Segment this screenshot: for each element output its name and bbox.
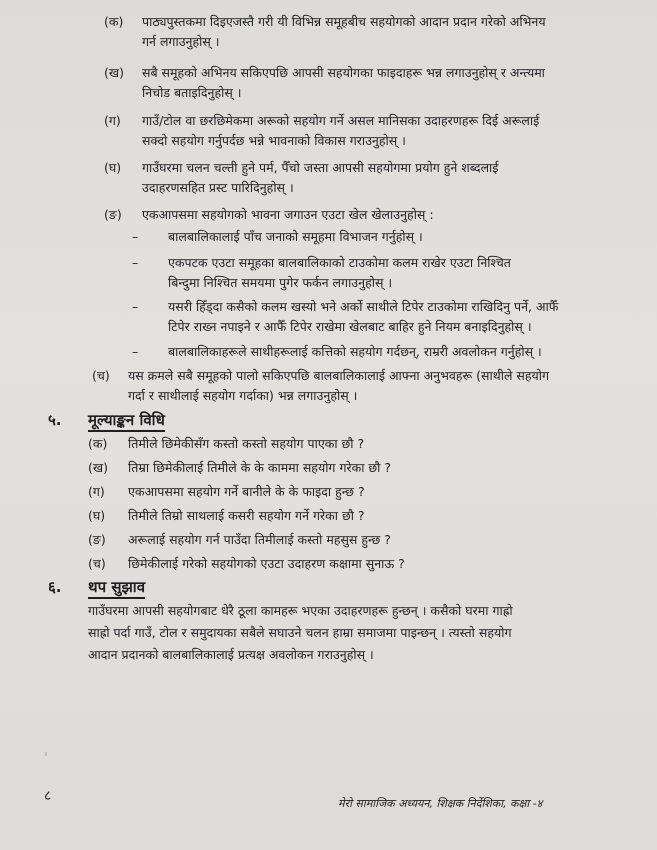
question-marker: (च) (88, 556, 106, 571)
section-title: थप सुझाव (88, 578, 145, 599)
activity-line: गाउँ/टोल वा छरछिमेकमा अरूको सहयोग गर्ने असल मानिसका उदाहरणहरू दिई अरूलाई (142, 113, 540, 128)
suggestion-paragraph (88, 600, 618, 666)
activity-line: यस क्रमले सबै समूहको पालो सकिएपछि बालबालिकालाई आफ्ना अनुभवहरू (साथीले सहयोग (128, 368, 549, 383)
game-step-line: टिपेर राख्न नपाइने र आफैँ टिपेर राखेमा खेलबाट बाहिर हुने नियम बनाइदिनुहोस् । (168, 319, 532, 334)
activity-marker-kha: (ख) (104, 65, 124, 80)
page-number: ८ (44, 788, 52, 804)
dash-bullet: – (132, 229, 139, 244)
activity-ka (142, 12, 612, 52)
section-number: ५. (48, 411, 62, 429)
question-text: एकआपसमा सहयोग गर्ने बानीले के के फाइदा हुन्छ ? (128, 484, 365, 499)
activity-marker-ga: (ग) (104, 113, 121, 128)
question-text: अरूलाई सहयोग गर्न पाउँदा तिमीलाई कस्तो महसुस हुन्छ ? (128, 532, 391, 547)
activity-line: निचोड बताइदिनुहोस् । (142, 85, 242, 100)
paragraph-line: आदान प्रदानको बालबालिकालाई प्रत्यक्ष अवलोकन गराउनुहोस् । (88, 647, 374, 662)
activity-line: गर्दा र साथीलाई सहयोग गर्दाका) भन्न लगाउनुहोस् । (128, 388, 358, 403)
game-step-line: एकपटक एउटा समूहका बालबालिकाको टाउकोमा कलम राखेर एउटा निश्चित (168, 255, 511, 270)
activity-line: उदाहरणसहित प्रस्ट पारिदिनुहोस् । (142, 180, 294, 195)
section-title: मूल्याङ्कन विधि (88, 411, 165, 432)
question-marker: (ङ) (88, 532, 106, 547)
game-step (168, 342, 608, 362)
section-heading-suggestions (48, 577, 145, 597)
activity-line: एकआपसमा सहयोगको भावना जगाउन एउटा खेल खेलाउनुहोस् : (142, 207, 434, 222)
question-text: तिमीले तिम्रो साथलाई कसरी सहयोग गर्ने गरेका छौ ? (128, 508, 365, 523)
activity-ga (142, 111, 612, 151)
activity-nga (142, 205, 612, 225)
question-text: तिम्रा छिमेकीलाई तिमीले के के काममा सहयोग गरेका छौ ? (128, 460, 392, 475)
activity-gha (142, 158, 612, 198)
question-text: तिमीले छिमेकीसँग कस्तो कस्तो सहयोग पाएका छौ ? (128, 436, 365, 451)
question-marker: (क) (88, 436, 108, 451)
activity-marker-cha: (च) (92, 368, 110, 383)
dash-bullet: – (132, 299, 139, 314)
question-marker: (ग) (88, 484, 105, 499)
section-number: ६. (48, 578, 62, 596)
activity-line: पाठ्यपुस्तकमा दिइएजस्तै गरी यी विभिन्न समूहबीच सहयोगको आदान प्रदान गरेको अभिनय (142, 14, 546, 29)
book-title-footer: मेरो सामाजिक अध्ययन, शिक्षक निर्देशिका, कक्षा -४ (338, 797, 543, 810)
question-marker: (ख) (88, 460, 108, 475)
paragraph-line: गाउँघरमा आपसी सहयोगबाट धेरै ठूला कामहरू भएका उदाहरणहरू हुन्छन् । कसैको घरमा गाह्रो (88, 603, 513, 618)
activity-cha (128, 366, 608, 406)
section-heading-evaluation (48, 410, 165, 430)
game-step (168, 227, 608, 247)
dash-bullet: – (132, 255, 139, 270)
activity-line: गाउँघरमा चलन चल्ती हुने पर्म, पैँचो जस्ता आपसी सहयोगमा प्रयोग हुने शब्दलाई (142, 160, 499, 175)
activity-line: गर्न लगाउनुहोस् । (142, 34, 220, 49)
activity-marker-nga: (ङ) (104, 207, 122, 222)
question-text: छिमेकीलाई गरेको सहयोगको एउटा उदाहरण कक्षामा सुनाऊ ? (128, 556, 405, 571)
game-step-line: बालबालिकालाई पाँच जनाको समूहमा विभाजन गर्नुहोस् । (168, 229, 423, 244)
activity-kha (142, 63, 612, 103)
game-step-line: बिन्दुमा निश्चित समयमा पुगेर फर्कन लगाउनुहोस् । (168, 275, 393, 290)
scan-mark: ˌ (44, 742, 48, 758)
paragraph-line: साह्रो पर्दा गाउँ, टोल र समुदायका सबैले सघाउने चलन हाम्रा समाजमा पाइन्छन् । त्यस्तो सहयोग (88, 625, 512, 640)
activity-line: सबै समूहको अभिनय सकिएपछि आपसी सहयोगका फाइदाहरू भन्न लगाउनुहोस् र अन्त्यमा (142, 65, 545, 80)
game-step (168, 253, 608, 293)
game-step-line: यसरी हिँड्दा कसैको कलम खस्यो भने अर्को साथीले टिपेर टाउकोमा राखिदिनु पर्ने, आफैँ (168, 299, 559, 314)
activity-line: सक्दो सहयोग गर्नुपर्दछ भन्ने भावनाको विकास गराउनुहोस् । (142, 133, 406, 148)
game-step-line: बालबालिकाहरूले साथीहरूलाई कत्तिको सहयोग गर्दछन्, राम्ररी अवलोकन गर्नुहोस् । (168, 344, 542, 359)
activity-marker-ka: (क) (104, 14, 124, 29)
question-marker: (घ) (88, 508, 106, 523)
dash-bullet: – (132, 344, 139, 359)
activity-marker-gha: (घ) (104, 160, 122, 175)
game-step (168, 297, 608, 337)
